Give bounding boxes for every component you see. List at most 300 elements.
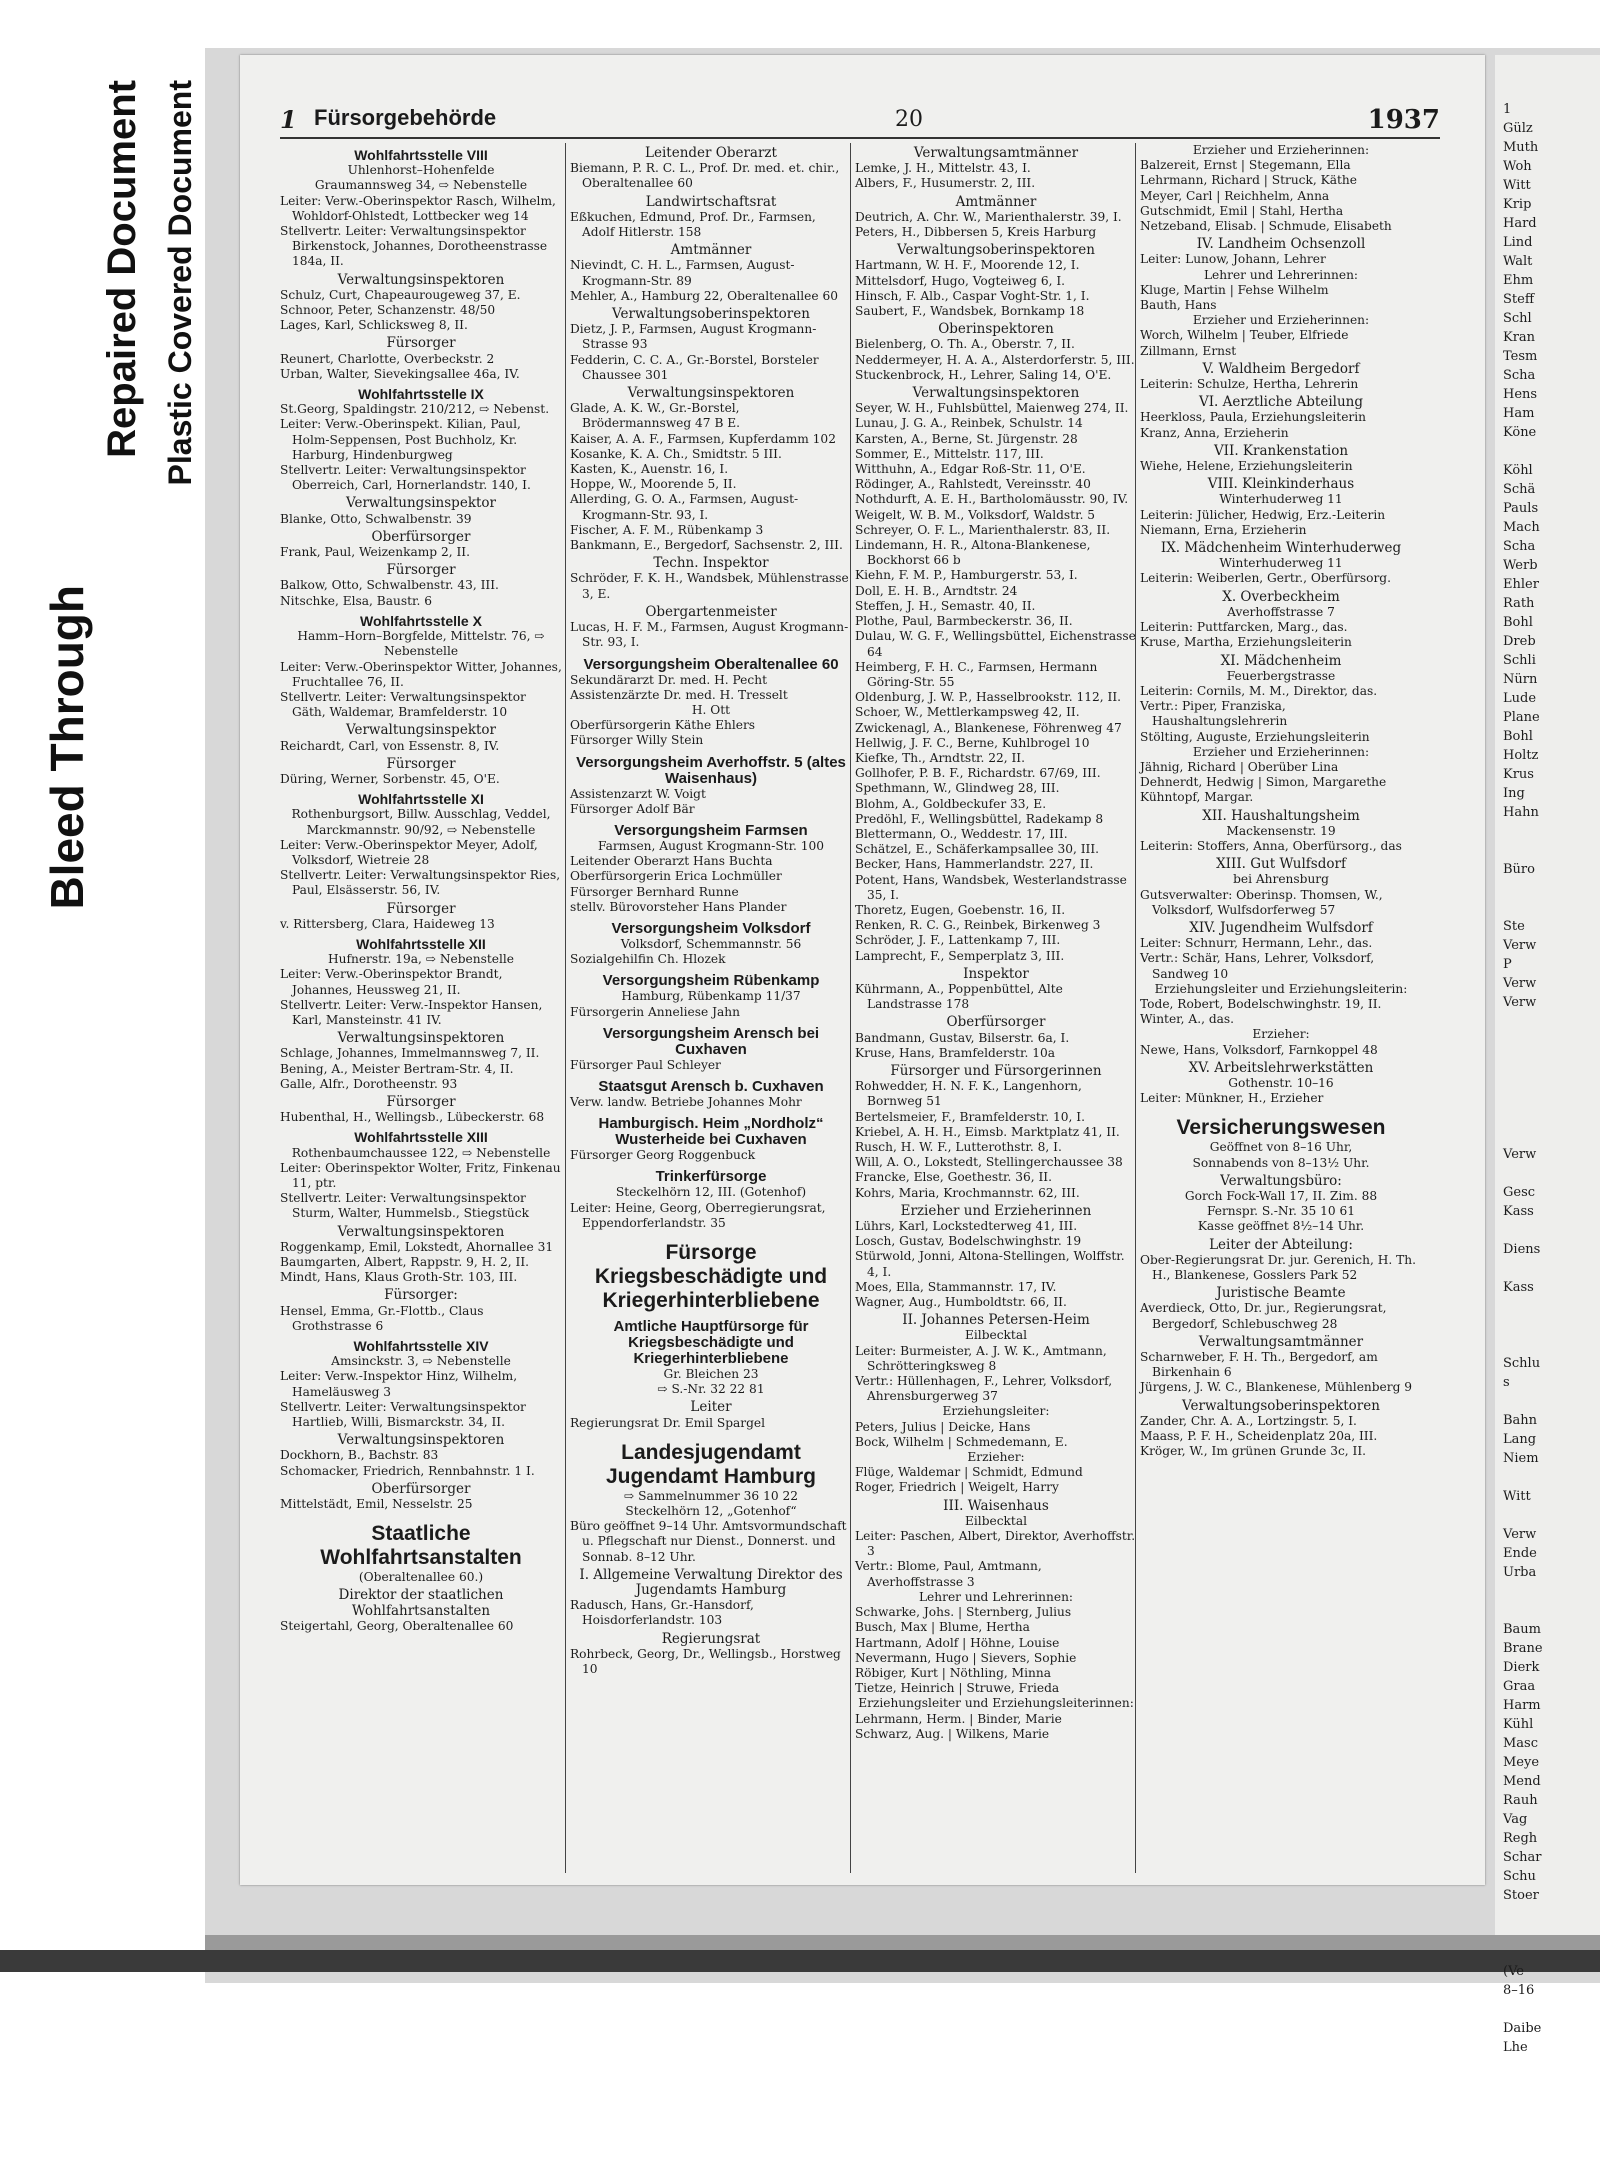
centered-line: Winterhuderweg 11 <box>1219 556 1343 571</box>
entry-line: Nitschke, Elsa, Baustr. 6 <box>280 593 433 608</box>
entry-line: Hensel, Emma, Gr.-Flottb., Claus Grothstrasse 6 <box>280 1303 484 1333</box>
next-page-fragment: Walt <box>1503 254 1533 269</box>
next-page-fragment: Scha <box>1503 368 1536 383</box>
entry-line: Stellvertr. Leiter: Verwaltungsinspektor Birkenstock, Johannes, Dorotheenstrasse 184a, II. <box>280 224 548 269</box>
entry-line: Jürgens, J. W. C., Blankenese, Mühlenberg 9 <box>1140 1380 1413 1395</box>
next-page-fragment: Dreb <box>1503 634 1536 649</box>
subheading: Leitender Oberarzt <box>645 145 777 161</box>
entry-line: Heimberg, F. H. C., Farmsen, Hermann Göring-Str. 55 <box>855 659 1098 689</box>
centered-line: Erzieher: <box>1252 1027 1310 1042</box>
centered-line: Steckelhörn 12, III. (Gotenhof) <box>615 1185 807 1200</box>
entry-line: Lucas, H. F. M., Farmsen, August Krogmann-Str. 93, I. <box>570 620 849 650</box>
centered-line: Erzieher: <box>967 1450 1025 1465</box>
next-page-fragment: Ing <box>1503 786 1525 801</box>
next-page-fragment <box>1495 1126 1600 1145</box>
subheading: VIII. Kleinkinderhaus <box>1207 476 1355 493</box>
entry-line: Dulau, W. G. F., Wellingsbüttel, Eichenstrasse 64 <box>855 629 1136 659</box>
next-page-fragment: Köhl <box>1503 463 1533 478</box>
next-page-fragment <box>1495 1050 1600 1069</box>
next-page-fragment <box>1495 841 1600 860</box>
entry-line: Mindt, Hans, Klaus Groth-Str. 103, III. <box>280 1270 518 1285</box>
centered-line: Uhlenhorst–Hohenfelde <box>347 163 495 178</box>
next-page-fragment: s <box>1503 1375 1510 1390</box>
entry-line: Newe, Hans, Volksdorf, Farnkoppel 48 <box>1140 1042 1378 1057</box>
entry-line: Bankmann, E., Bergedorf, Sachsenstr. 2, III. <box>570 538 843 553</box>
subheading: Leiter der Abteilung: <box>1209 1236 1353 1253</box>
next-page-fragment: Schar <box>1503 1850 1542 1865</box>
entry-line: Schwarke, Johs. | Sternberg, Julius <box>855 1605 1072 1620</box>
next-page-fragment <box>1495 1506 1600 1525</box>
entry-line: Oberfürsorgerin Erica Lochmüller <box>570 869 782 884</box>
next-page-fragment: Bahn <box>1503 1413 1538 1428</box>
next-page-fragment: Hens <box>1503 387 1538 402</box>
subheading: Amtmänner <box>955 193 1037 210</box>
entry-line: Hinsch, F. Alb., Caspar Voght-Str. 1, I. <box>855 288 1090 303</box>
entry-line: Assistenzärzte Dr. med. H. Tresselt <box>570 687 788 702</box>
header-rule <box>280 137 1440 139</box>
entry-line: Nothdurft, A. E. H., Bartholomäusstr. 90, IV. <box>855 492 1129 507</box>
centered-line: bei Ahrensburg <box>1233 872 1329 887</box>
next-page-fragment: Bohl <box>1503 729 1533 744</box>
next-page-fragment: Rath <box>1503 596 1535 611</box>
next-page-fragment: Ste <box>1503 919 1525 934</box>
entry-line: Kiefke, Th., Arndtstr. 22, II. <box>855 750 1025 765</box>
entry-line: Lamprecht, F., Semperplatz 3, III. <box>855 948 1065 963</box>
next-page-fragment <box>1495 1012 1600 1031</box>
entry-line: Niemann, Erna, Erzieherin <box>1140 522 1307 537</box>
centered-line: Lehrer und Lehrerinnen: <box>1203 267 1359 282</box>
subheading: IX. Mädchenheim Winterhuderweg <box>1160 540 1402 557</box>
entry-line: Kluge, Martin | Fehse Wilhelm <box>1140 282 1329 297</box>
section-number: 1 <box>280 105 297 134</box>
centered-line: Amsinckstr. 3, ⇨ Nebenstelle <box>331 1354 511 1369</box>
subheading: Inspektor <box>963 965 1029 982</box>
entry-line: Predöhl, F., Wellingsbüttel, Radekamp 8 <box>855 811 1104 826</box>
entry-line: Fürsorger Willy Stein <box>570 733 704 748</box>
subheading: X. Overbeckheim <box>1222 588 1340 605</box>
entry-line: Hellwig, J. F. C., Berne, Kuhlbrogel 10 <box>855 735 1090 750</box>
next-page-fragment: Mend <box>1503 1774 1541 1789</box>
entry-line: v. Rittersberg, Clara, Haideweg 13 <box>280 916 495 931</box>
entry-line: Sozialgehilfin Ch. Hlozek <box>570 952 726 967</box>
subheading: XIII. Gut Wulfsdorf <box>1216 856 1346 873</box>
entry-line: Leiter: Verw.-Oberinspektor Meyer, Adolf, Volksdorf, Wietreie 28 <box>280 837 538 867</box>
next-page-fragment: Gesc <box>1503 1185 1536 1200</box>
centered-line: Fernspr. S.-Nr. 35 10 61 <box>1206 1204 1356 1219</box>
entry-line: Gutschmidt, Emil | Stahl, Hertha <box>1140 203 1344 218</box>
next-page-fragment: Nürn <box>1503 672 1538 687</box>
next-page-fragment: Ehler <box>1503 577 1539 592</box>
centered-line: Eilbecktal <box>965 1513 1027 1528</box>
entry-line: Francke, Else, Goethestr. 36, II. <box>855 1170 1052 1185</box>
entry-line: Hartmann, W. H. F., Moorende 12, I. <box>855 258 1080 273</box>
entry-line: Vertr.: Schär, Hans, Lehrer, Volksdorf, Sandweg 10 <box>1140 951 1375 981</box>
plastic-covered-label: Plastic Covered Document <box>162 80 198 486</box>
institution-heading: Versorgungsheim Volksdorf <box>611 919 811 937</box>
entry-line: Meyer, Carl | Reichhelm, Anna <box>1140 188 1330 203</box>
entry-line: Leiter: Oberinspektor Wolter, Fritz, Finkenau 11, ptr. <box>280 1160 561 1190</box>
next-page-fragment: Bohl <box>1503 615 1533 630</box>
entry-line: Zander, Chr. A. A., Lortzingstr. 5, I. <box>1140 1413 1357 1428</box>
entry-line: Mittelsdorf, Hugo, Vogteiweg 6, I. <box>855 273 1066 288</box>
entry-line: Leiterin: Jülicher, Hedwig, Erz.-Leiterin <box>1140 507 1386 522</box>
entry-line: Winter, A., das. <box>1140 1012 1235 1027</box>
subheading: Regierungsrat <box>661 1630 761 1647</box>
entry-line: Leiter: Verw.-Inspektor Hinz, Wilhelm, Hameläusweg 3 <box>280 1369 518 1399</box>
centered-line: Erzieher und Erzieherinnen: <box>1192 143 1370 157</box>
entry-line: Mehler, A., Hamburg 22, Oberaltenallee 60 <box>570 288 838 303</box>
entry-line: Ober-Regierungsrat Dr. jur. Gerenich, H. Th. H., Blankenese, Gosslers Park 52 <box>1140 1252 1416 1283</box>
entry-line: Sommer, E., Mittelstr. 117, III. <box>855 446 1044 461</box>
centered-line: ⇨ S.-Nr. 32 22 81 <box>657 1382 765 1397</box>
entry-line: Stellvertr. Leiter: Verwaltungsinspektor Sturm, Walter, Hummelsb., Stiegstück <box>280 1191 529 1221</box>
next-page-fragment: 1 <box>1503 102 1512 117</box>
centered-line: Erzieher und Erzieherinnen: <box>1192 313 1370 328</box>
next-page-fragment: Schli <box>1503 653 1536 668</box>
entry-line: Fürsorger Bernhard Runne <box>570 884 739 899</box>
entry-line: Frank, Paul, Weizenkamp 2, II. <box>280 545 470 560</box>
column-2 <box>570 143 852 1677</box>
entry-line: Vertr.: Blome, Paul, Amtmann, Averhoffstrasse 3 <box>855 1559 1042 1589</box>
next-page-fragment <box>1495 1259 1600 1278</box>
entry-line: Stuckenbrock, H., Lehrer, Saling 14, O'E. <box>855 367 1112 382</box>
next-page-fragment: Schä <box>1503 482 1536 497</box>
entry-line: Bening, A., Meister Bertram-Str. 4, II. <box>280 1061 514 1076</box>
scan-bottom-edge <box>205 1935 1600 1950</box>
centered-line: Mackensenstr. 19 <box>1226 823 1336 838</box>
centered-line: Hamburg, Rübenkamp 11/37 <box>621 989 801 1004</box>
entry-line: Verw. landw. Betriebe Johannes Mohr <box>570 1094 802 1109</box>
column-1 <box>280 143 562 1634</box>
entry-line: Lindemann, H. R., Altona-Blankenese, Bockhorst 66 b <box>855 538 1091 568</box>
entry-line: Schreyer, O. F. L., Marienthalerstr. 83, II. <box>855 522 1111 537</box>
scanner-bar <box>0 1950 1600 1972</box>
entry-line: Kasten, K., Auenstr. 16, I. <box>570 462 729 477</box>
next-page-fragment: Pauls <box>1503 501 1539 516</box>
next-page-fragment <box>1495 1088 1600 1107</box>
entry-line: Tode, Robert, Bodelschwinghstr. 19, II. <box>1140 996 1382 1011</box>
entry-line: Oldenburg, J. W. P., Hasselbrookstr. 112, II. <box>855 690 1122 705</box>
centered-line: Hufnerstr. 19a, ⇨ Nebenstelle <box>328 952 514 967</box>
centered-line: Graumannsweg 34, ⇨ Nebenstelle <box>314 178 528 193</box>
entry-line: Schröder, F. K. H., Wandsbek, Mühlenstrasse 3, E. <box>570 571 849 601</box>
next-page-fragment: Baum <box>1503 1622 1542 1637</box>
entry-line: Dehnerdt, Hedwig | Simon, Margarethe <box>1140 775 1387 790</box>
entry-line: Bielenberg, O. Th. A., Oberstr. 7, II. <box>855 337 1075 352</box>
entry-line: Losch, Gustav, Bodelschwinghstr. 19 <box>855 1234 1082 1249</box>
entry-line: Assistenzarzt W. Voigt <box>570 786 706 801</box>
entry-line: Lemke, J. H., Mittelstr. 43, I. <box>855 161 1031 176</box>
entry-line: Heerkloss, Paula, Erziehungsleiterin <box>1140 410 1366 425</box>
entry-line: Deutrich, A. Chr. W., Marienthalerstr. 39, I. <box>855 209 1122 224</box>
centered-line: Erziehungsleiter und Erziehungsleiterinnen: <box>858 1696 1134 1711</box>
entry-line: Fürsorgerin Anneliese Jahn <box>570 1004 740 1019</box>
institution-heading: Versorgungsheim Rübenkamp <box>602 972 820 990</box>
institution-heading: Hamburgisch. Heim „Nordholz“ Wusterheide bei Cuxhaven <box>598 1115 824 1149</box>
entry-line: Rödinger, A., Rahlstedt, Vereinsstr. 40 <box>855 477 1091 492</box>
next-page-fragment: Masc <box>1503 1736 1539 1751</box>
entry-line: Eßkuchen, Edmund, Prof. Dr., Farmsen, Adolf Hitlerstr. 158 <box>570 209 816 240</box>
entry-line: Leiterin: Stoffers, Anna, Oberfürsorg., das <box>1140 838 1402 853</box>
entry-line: Schomacker, Friedrich, Rennbahnstr. 1 I. <box>280 1463 535 1478</box>
entry-line: Rusch, H. W. F., Lutterothstr. 8, I. <box>855 1140 1062 1154</box>
entry-line: Leiterin: Weiberlen, Gertr., Oberfürsorg. <box>1140 571 1391 586</box>
subheading: Erzieher und Erzieherinnen <box>900 1202 1092 1219</box>
next-page-fragment: Stoer <box>1503 1888 1539 1903</box>
institution-heading: Trinkerfürsorge <box>655 1168 767 1186</box>
subheading: XIV. Jugendheim Wulfsdorf <box>1189 919 1373 936</box>
document-page <box>240 55 1485 1885</box>
subheading: Verwaltungsoberinspektoren <box>612 306 810 323</box>
next-page-fragment: Kass <box>1503 1280 1534 1295</box>
centered-line: H. Ott <box>691 702 731 717</box>
entry-line: Stellvertr. Leiter: Verw.-Inspektor Hansen, Karl, Mansteinstr. 41 IV. <box>280 997 543 1027</box>
next-page-fragment <box>1495 1943 1600 1962</box>
subheading: Oberfürsorger <box>371 1480 471 1497</box>
entry-line: Renken, R. C. G., Reinbek, Birkenweg 3 <box>855 918 1101 933</box>
entry-line: Dietz, J. P., Farmsen, August Krogmann-Strasse 93 <box>570 322 817 352</box>
repaired-document-label: Repaired Document <box>100 80 144 458</box>
entry-line: Glade, A. K. W., Gr.-Borstel, Brödermannsweg 47 B E. <box>570 401 741 431</box>
entry-line: Plothe, Paul, Barmbeckerstr. 36, II. <box>855 614 1073 629</box>
next-page-fragment <box>1495 1316 1600 1335</box>
next-page-fragment: Lind <box>1503 235 1533 250</box>
section-heading: Wohlfahrtsstelle IX <box>358 386 484 403</box>
centered-line: Averhoffstrasse 7 <box>1227 604 1335 619</box>
next-page-fragment: Ende <box>1503 1546 1537 1561</box>
next-page-fragment: Krip <box>1503 197 1532 212</box>
centered-line: Lehrer und Lehrerinnen: <box>918 1589 1074 1604</box>
entry-line: Leitender Oberarzt Hans Buchta <box>570 854 773 869</box>
column-4 <box>1140 143 1422 1459</box>
subheading: V. Waldheim Bergedorf <box>1202 360 1360 377</box>
entry-line: Kruse, Hans, Bramfelderstr. 10a <box>855 1045 1055 1060</box>
centered-line: Kasse geöffnet 8½–14 Uhr. <box>1197 1219 1365 1234</box>
subheading: XV. Arbeitslehrwerkstätten <box>1188 1059 1374 1076</box>
subheading: Oberinspektoren <box>938 321 1054 338</box>
entry-line: Hartmann, Adolf | Höhne, Louise <box>855 1635 1060 1650</box>
subheading: Juristische Beamte <box>1216 1285 1346 1302</box>
next-page-fragment: Ehm <box>1503 273 1534 288</box>
entry-line: Regierungsrat Dr. Emil Spargel <box>570 1415 766 1430</box>
next-page-fragment: Witt <box>1503 178 1531 193</box>
entry-line: Jähnig, Richard | Oberüber Lina <box>1140 759 1339 774</box>
entry-line: Vertr.: Hüllenhagen, F., Lehrer, Volksdorf, Ahrensburgerweg 37 <box>855 1374 1113 1404</box>
entry-line: Moes, Ella, Stammannstr. 17, IV. <box>855 1279 1057 1294</box>
centered-line: Farmsen, August Krogmann-Str. 100 <box>597 838 825 853</box>
entry-line: Lehrmann, Herm. | Binder, Marie <box>855 1711 1062 1726</box>
entry-line: Kühntopf, Margar. <box>1140 790 1254 805</box>
entry-line: Biemann, P. R. C. L., Prof. Dr. med. et. chir., Oberaltenallee 60 <box>570 161 840 191</box>
centered-line: Eilbecktal <box>965 1328 1027 1343</box>
institution-heading: Amtliche Hauptfürsorge für Kriegsbeschädigte und Kriegerhinterbliebene <box>613 1317 809 1367</box>
next-page-fragment: Mach <box>1503 520 1540 535</box>
entry-line: Thoretz, Eugen, Goebenstr. 16, II. <box>855 902 1066 917</box>
entry-line: Kriebel, A. H. H., Eimsb. Marktplatz 41, II. <box>855 1124 1120 1139</box>
section-heading: Wohlfahrtsstelle VIII <box>354 147 488 163</box>
section-title: Fürsorgebehörde <box>314 105 497 130</box>
entry-line: Albers, F., Husumerstr. 2, III. <box>855 176 1036 191</box>
next-page-fragment: Dierk <box>1503 1660 1540 1675</box>
subheading: Leiter <box>690 1399 732 1416</box>
centered-line: ⇨ Sammelnummer 36 10 22 <box>624 1488 798 1503</box>
entry-line: Baumgarten, Albert, Rappstr. 9, H. 2, II. <box>280 1255 530 1270</box>
subheading: Verwaltungsoberinspektoren <box>897 242 1095 259</box>
next-page-fragment <box>1495 1601 1600 1620</box>
next-page-fragment: (Ve <box>1503 1964 1524 1979</box>
entry-line: Allerding, G. O. A., Farmsen, August-Krogmann-Str. 93, I. <box>570 492 799 522</box>
next-page-fragment: Kass <box>1503 1204 1534 1219</box>
next-page-fragment: Daibe <box>1503 2021 1542 2036</box>
next-page-fragment: Schlu <box>1503 1356 1541 1371</box>
entry-line: Karsten, A., Berne, St. Jürgenstr. 28 <box>855 431 1078 446</box>
entry-line: Tietze, Heinrich | Struwe, Frieda <box>855 1681 1060 1696</box>
entry-line: Lührs, Karl, Lockstedterweg 41, III. <box>855 1219 1078 1234</box>
next-page-fragment: Tesm <box>1503 349 1538 364</box>
entry-line: Sekundärarzt Dr. med. H. Pecht <box>570 672 767 687</box>
entry-line: Schlage, Johannes, Immelmannsweg 7, II. <box>280 1046 540 1061</box>
entry-line: Wagner, Aug., Humboldtstr. 66, II. <box>855 1295 1067 1310</box>
entry-line: Schoer, W., Mettlerkampsweg 42, II. <box>855 705 1080 720</box>
entry-line: Blanke, Otto, Schwalbenstr. 39 <box>280 511 472 526</box>
entry-line: Lunau, J. G. A., Reinbek, Schulstr. 14 <box>855 416 1083 431</box>
entry-line: Leiter: Verw.-Oberinspektor Rasch, Wilhelm, Wohldorf-Ohlstedt, Lottbecker weg 14 <box>280 193 556 223</box>
entry-line: Lehrmann, Richard | Struck, Käthe <box>1140 173 1357 188</box>
next-page-fragment: Vag <box>1503 1812 1528 1827</box>
subheading: XI. Mädchenheim <box>1220 652 1342 669</box>
entry-line: Leiterin: Schulze, Hertha, Lehrerin <box>1140 377 1359 392</box>
page-year: 1937 <box>1367 105 1440 135</box>
major-heading: Fürsorge Kriegsbeschädigte und Kriegerhinterbliebene <box>594 1240 828 1312</box>
entry-line: Bauth, Hans <box>1140 298 1217 313</box>
column-3 <box>855 143 1137 1742</box>
centered-line: Erzieher und Erzieherinnen: <box>1192 744 1370 759</box>
next-page-fragment <box>1495 879 1600 898</box>
entry-line: Bock, Wilhelm | Schmedemann, E. <box>855 1434 1068 1449</box>
next-page-fragment <box>1495 1164 1600 1183</box>
entry-line: Roggenkamp, Emil, Lokstedt, Ahornallee 31 <box>280 1239 554 1254</box>
entry-line: Rohrbeck, Georg, Dr., Wellingsb., Horstweg 10 <box>570 1646 841 1677</box>
next-page-fragment: Brane <box>1503 1641 1543 1656</box>
subheading: Verwaltungsinspektor <box>345 495 497 512</box>
subheading: Fürsorger <box>386 335 456 352</box>
entry-line: Stellvertr. Leiter: Verwaltungsinspektor Ries, Paul, Elsässerstr. 56, IV. <box>280 868 561 898</box>
entry-line: Weigelt, W. B. M., Volksdorf, Waldstr. 5 <box>855 507 1096 522</box>
next-page-fragment <box>1495 1924 1600 1943</box>
entry-line: Stellvertr. Leiter: Verwaltungsinspektor Gäth, Waldemar, Bramfelderstr. 10 <box>280 689 526 720</box>
entry-line: Kranz, Anna, Erzieherin <box>1140 425 1289 440</box>
subheading: Verwaltungsinspektoren <box>337 1223 505 1240</box>
entry-line: Potent, Hans, Wandsbek, Westerlandstrasse 35, I. <box>855 872 1127 902</box>
next-page-fragment <box>1495 898 1600 917</box>
entry-line: Bertelsmeier, F., Bramfelderstr. 10, I. <box>855 1109 1085 1124</box>
section-heading: Wohlfahrtsstelle XII <box>356 935 486 952</box>
entry-line: Urban, Walter, Sievekingsallee 46a, IV. <box>280 366 520 381</box>
institution-heading: Versorgungsheim Farmsen <box>614 821 808 839</box>
entry-line: Leiter: Heine, Georg, Oberregierungsrat, Eppendorferlandstr. 35 <box>570 1200 826 1230</box>
entry-line: Stürwold, Jonni, Altona-Stellingen, Wolffstr. 4, I. <box>855 1249 1125 1279</box>
entry-line: Kohrs, Maria, Krochmannstr. 62, III. <box>855 1185 1080 1200</box>
entry-line: Leiter: Paschen, Albert, Direktor, Averhoffstr. 3 <box>855 1529 1136 1559</box>
entry-line: Kröger, W., Im grünen Grunde 3c, II. <box>1140 1444 1367 1459</box>
entry-line: stellv. Bürovorsteher Hans Plander <box>570 899 787 914</box>
entry-line: Stellvertr. Leiter: Verwaltungsinspektor Hartlieb, Willi, Bismarckstr. 34, II. <box>280 1399 526 1430</box>
entry-line: Vertr.: Piper, Franziska, Haushaltungslehrerin <box>1140 699 1288 729</box>
next-page-fragment: Diens <box>1503 1242 1541 1257</box>
centered-line: Erziehungsleiter: <box>942 1404 1050 1419</box>
entry-line: Oberfürsorgerin Käthe Ehlers <box>570 718 756 733</box>
next-page-fragment: Schu <box>1503 1869 1536 1884</box>
major-heading: Landesjugendamt Jugendamt Hamburg <box>605 1440 817 1488</box>
entry-line: Reunert, Charlotte, Overbeckstr. 2 <box>280 351 495 366</box>
next-page-edge <box>1495 55 1600 2055</box>
subheading: II. Johannes Petersen-Heim <box>902 1312 1090 1329</box>
subheading: Verwaltungsinspektoren <box>627 385 795 402</box>
next-page-fragment <box>1495 1069 1600 1088</box>
entry-line: Doll, E. H. B., Arndtstr. 24 <box>855 583 1018 598</box>
entry-line: Kosanke, K. A. Ch., Smidtstr. 5 III. <box>570 446 782 461</box>
entry-line: Leiter: Schnurr, Hermann, Lehr., das. <box>1140 936 1373 951</box>
centered-line: Erziehungsleiter und Erziehungsleiterin: <box>1154 981 1408 996</box>
centered-line: Feuerbergstrasse <box>1226 668 1336 683</box>
next-page-fragment: Lang <box>1503 1432 1537 1447</box>
subheading: Oberfürsorger <box>946 1014 1046 1031</box>
major-heading: Versicherungswesen <box>1176 1116 1386 1140</box>
entry-line: Seyer, W. H., Fuhlsbüttel, Maienweg 274, II. <box>855 401 1129 416</box>
next-page-fragment: Muth <box>1503 140 1539 155</box>
entry-line: Gollhofer, P. B. F., Richardstr. 67/69, III. <box>855 766 1101 781</box>
subheading: Techn. Inspektor <box>653 555 769 572</box>
next-page-fragment: Krus <box>1503 767 1534 782</box>
entry-line: Bandmann, Gustav, Bilserstr. 6a, I. <box>855 1030 1070 1045</box>
subheading: Verwaltungsinspektoren <box>337 1030 505 1047</box>
centered-line: Rothenburgsort, Billw. Ausschlag, Veddel, Marckmannstr. 90/92, ⇨ Nebenstelle <box>291 807 551 837</box>
next-page-fragment: Hahn <box>1503 805 1539 820</box>
subheading: Landwirtschaftsrat <box>645 193 777 210</box>
next-page-fragment: Köne <box>1503 425 1537 440</box>
entry-line: Radusch, Hans, Gr.-Hansdorf, Hoisdorferlandstr. 103 <box>570 1598 754 1628</box>
subheading: Verwaltungsoberinspektoren <box>1182 1397 1380 1414</box>
major-heading: Staatliche Wohlfahrtsanstalten <box>320 1522 522 1570</box>
entry-line: Schröder, J. F., Lattenkamp 7, III. <box>855 933 1061 948</box>
subheading: Fürsorger <box>386 900 456 917</box>
next-page-fragment: Regh <box>1503 1831 1538 1846</box>
entry-line: Worch, Wilhelm | Teuber, Elfriede <box>1140 328 1349 343</box>
centered-line: Geöffnet von 8–16 Uhr, <box>1209 1140 1353 1155</box>
page-header <box>280 105 1440 137</box>
next-page-fragment <box>1495 1221 1600 1240</box>
entry-line: Düring, Werner, Sorbenstr. 45, O'E. <box>280 771 500 786</box>
entry-line: St.Georg, Spaldingstr. 210/212, ⇨ Nebenst. <box>280 402 550 417</box>
entry-line: Becker, Hans, Hammerlandstr. 227, II. <box>855 857 1094 872</box>
next-page-fragment: Meye <box>1503 1755 1540 1770</box>
entry-line: Fürsorger Adolf Bär <box>570 801 695 816</box>
next-page-fragment: Hard <box>1503 216 1537 231</box>
entry-line: Hubenthal, H., Wellingsb., Lübeckerstr. 68 <box>280 1110 545 1125</box>
entry-line: Leiter: Verw.-Oberinspekt. Kilian, Paul, Holm-Seppensen, Post Buchholz, Kr. Harburg, Hindenburgweg <box>280 417 521 462</box>
entry-line: Maass, P. F. H., Scheidenplatz 20a, III. <box>1140 1429 1378 1444</box>
entry-line: Schätzel, E., Schäferkampsallee 30, III. <box>855 842 1100 857</box>
entry-line: Röbiger, Kurt | Nöthling, Minna <box>855 1665 1052 1680</box>
centered-line: Winterhuderweg 11 <box>1219 492 1343 507</box>
entry-line: Fischer, A. F. M., Rübenkamp 3 <box>570 522 764 537</box>
entry-line: Scharnweber, F. H. Th., Bergedorf, am Birkenhain 6 <box>1140 1350 1378 1380</box>
next-page-fragment <box>1495 1335 1600 1354</box>
entry-line: Schulz, Curt, Chapeaurougeweg 37, E. <box>280 287 521 302</box>
institution-heading: Versorgungsheim Arensch bei Cuxhaven <box>602 1024 820 1058</box>
entry-line: Büro geöffnet 9–14 Uhr. Amtsvormundschaft u. Pflegschaft nur Dienst., Donnerst. und Sonnab. 8–12 Uhr. <box>570 1519 847 1564</box>
next-page-fragment: Harm <box>1503 1698 1541 1713</box>
